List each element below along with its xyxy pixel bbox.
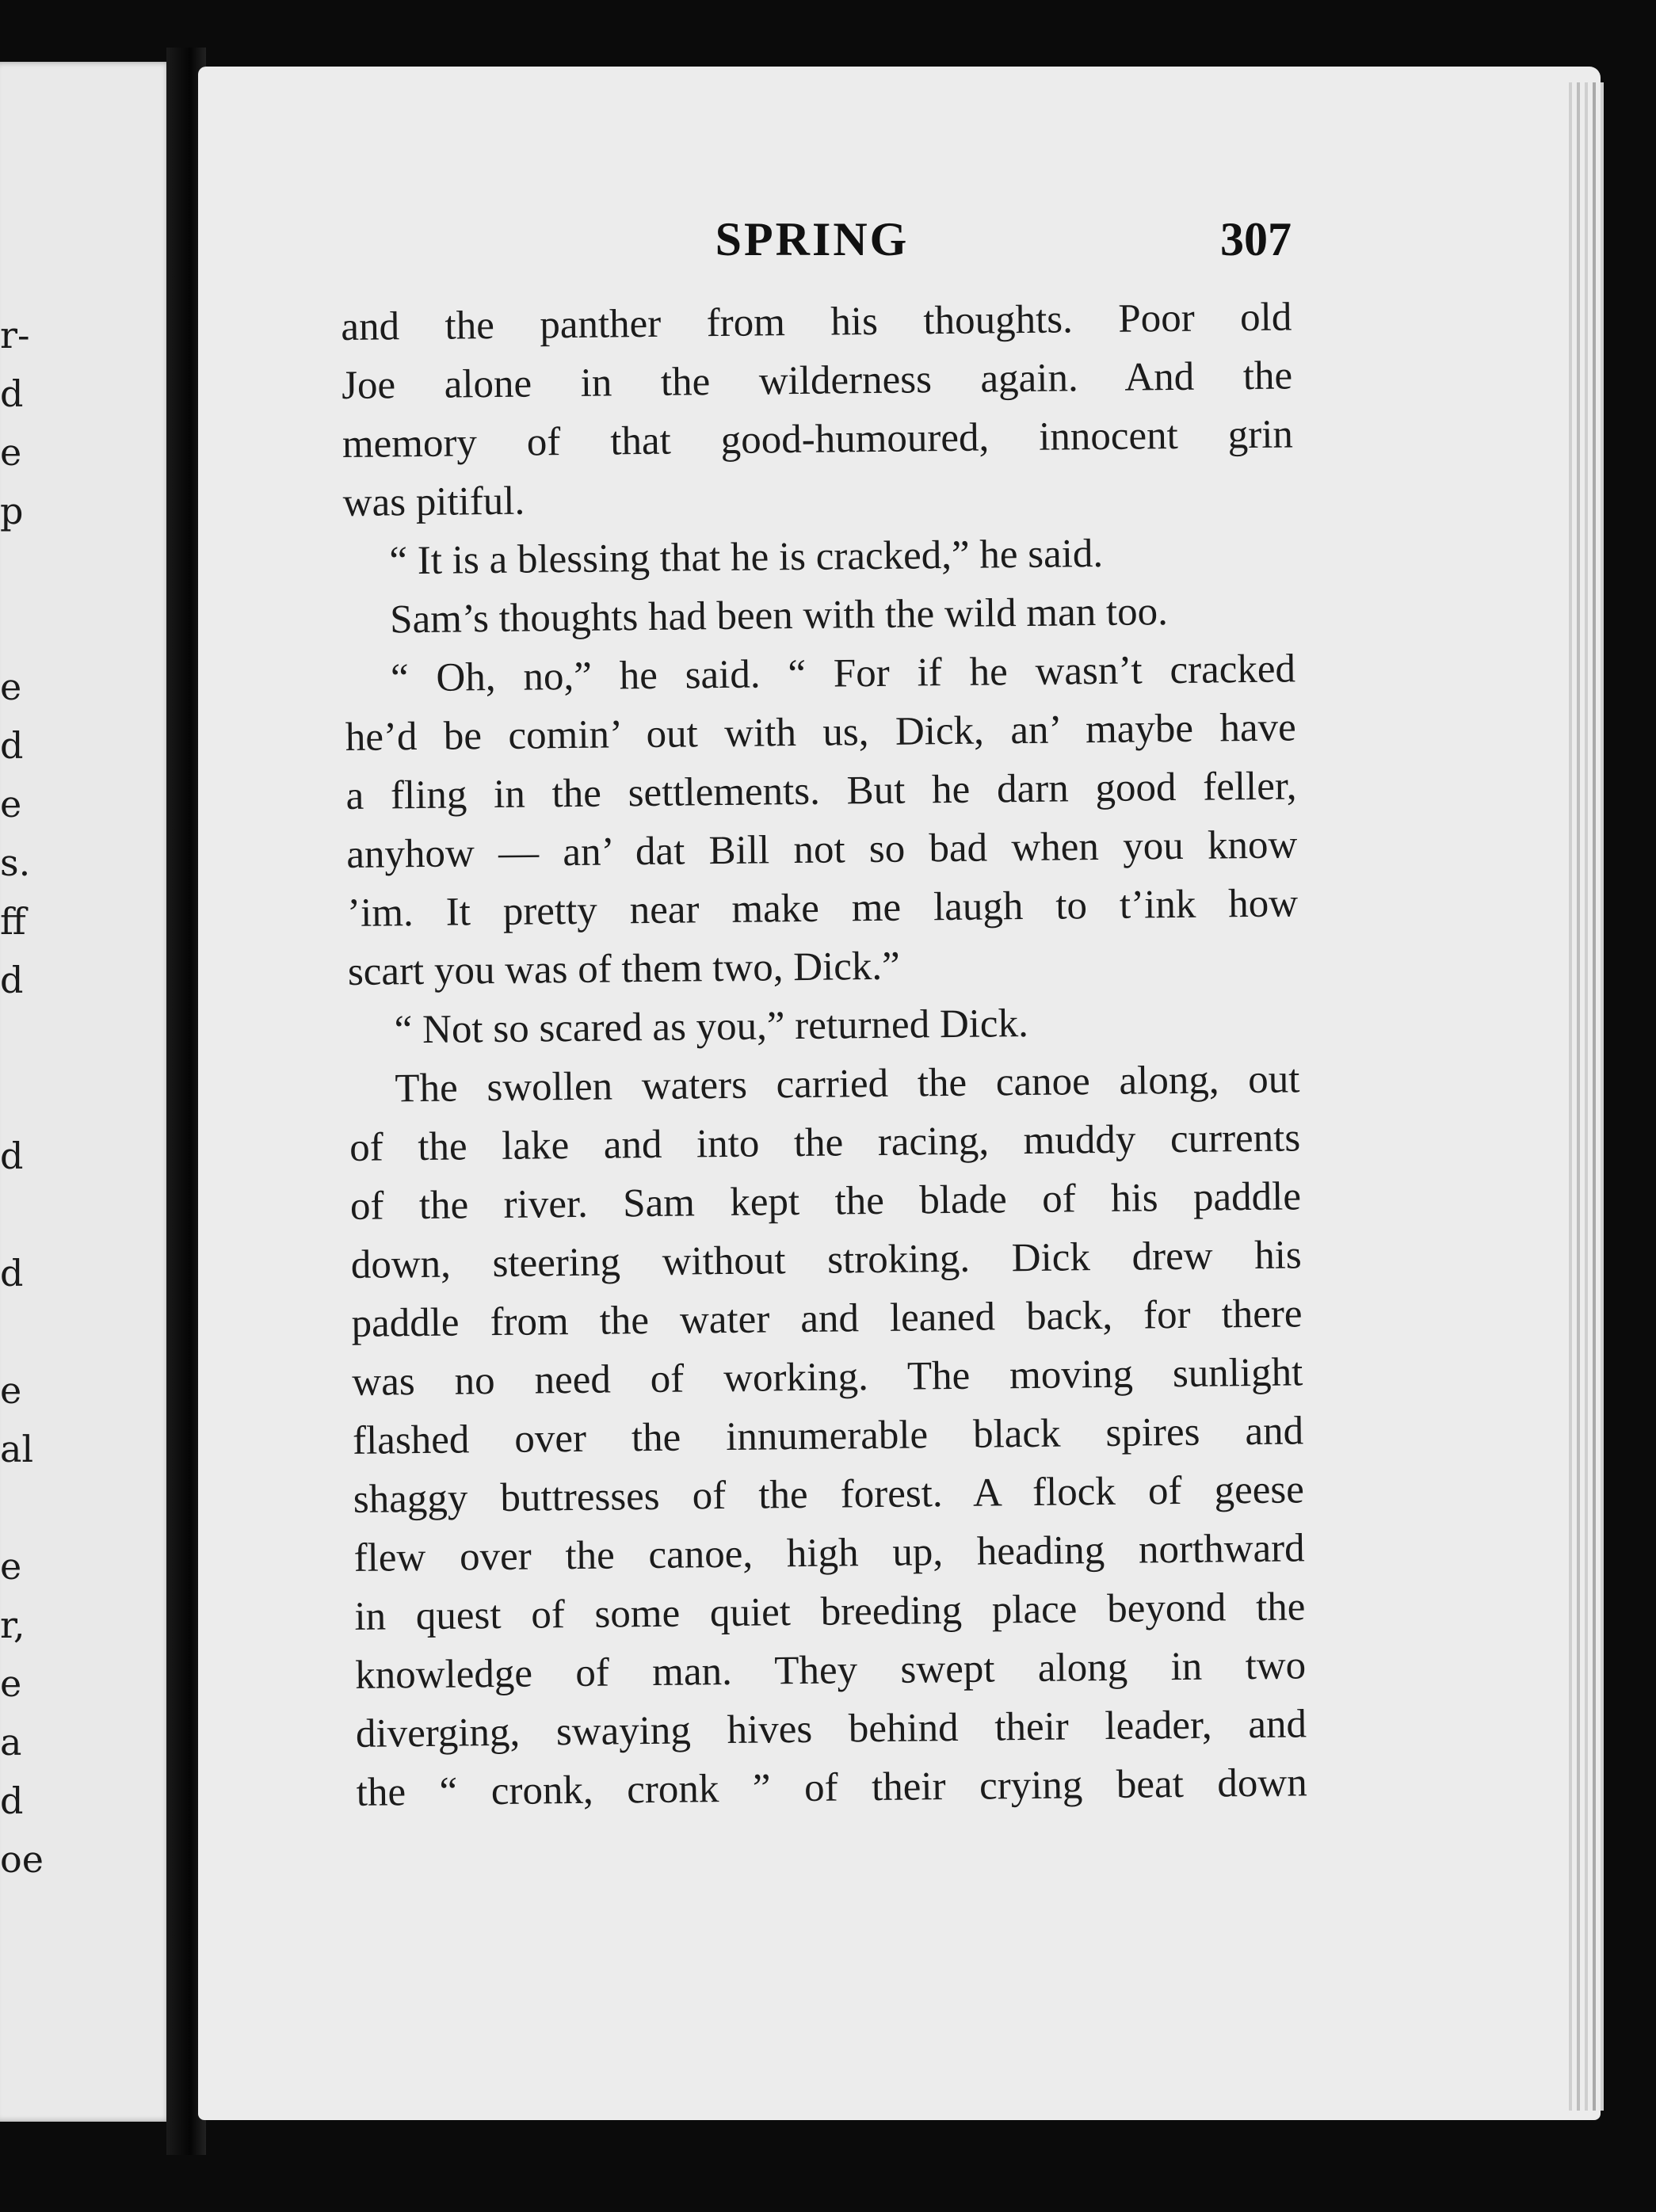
text-line: and the panther from his thoughts. Poor old xyxy=(341,295,1292,349)
text-line: flew over the canoe, high up, heading northward xyxy=(353,1526,1305,1581)
page-header xyxy=(333,212,1292,276)
left-fragment: d xyxy=(0,372,24,415)
left-fragment: d xyxy=(0,1135,24,1177)
left-fragment: e xyxy=(0,1545,22,1588)
left-fragment: d xyxy=(0,1252,24,1295)
left-fragment: s. xyxy=(0,841,31,884)
left-fragment: ff xyxy=(0,900,26,943)
left-fragment: al xyxy=(0,1428,34,1470)
text-line: paddle from the water and leaned back, for there xyxy=(351,1291,1303,1346)
text-line: the “ cronk, cronk ” of their crying beat down xyxy=(356,1760,1307,1815)
text-line: Sam’s thoughts had been with the wild man too. xyxy=(389,589,1169,643)
text-line: was pitiful. xyxy=(342,479,525,525)
text-line: memory of that good-humoured, innocent grin xyxy=(342,412,1294,467)
text-line: “ Oh, no,” he said. “ For if he wasn’t cracked xyxy=(390,646,1296,701)
text-line: anyhow — an’ dat Bill not so bad when you know xyxy=(346,822,1298,877)
left-fragment: e xyxy=(0,1369,22,1412)
text-line: Joe alone in the wilderness again. And the xyxy=(341,353,1293,408)
text-line: of the river. Sam kept the blade of his paddle xyxy=(349,1174,1302,1229)
text-line: in quest of some quiet breeding place beyond the xyxy=(354,1585,1306,1639)
left-fragment: r, xyxy=(0,1604,25,1646)
page-number: 307 xyxy=(1220,213,1292,265)
text-line: “ It is a blessing that he is cracked,” he said. xyxy=(389,531,1104,584)
left-fragment: d xyxy=(0,1779,24,1822)
text-line: scart you was of them two, Dick.” xyxy=(347,944,900,994)
text-line: “ Not so scared as you,” returned Dick. xyxy=(394,1001,1029,1053)
text-line: a fling in the settlements. But he darn good feller, xyxy=(345,764,1297,818)
left-facing-page xyxy=(0,62,173,2122)
left-fragment: d xyxy=(0,724,24,767)
text-line: The swollen waters carried the canoe along, out xyxy=(395,1057,1300,1112)
left-fragment: e xyxy=(0,666,22,708)
left-fragment: e xyxy=(0,1662,22,1705)
text-line: was no need of working. The moving sunlight xyxy=(352,1350,1303,1405)
left-fragment: r- xyxy=(0,314,30,357)
text-line: diverging, swaying hives behind their leader, and xyxy=(355,1702,1307,1756)
left-fragment: a xyxy=(0,1721,22,1764)
running-head: SPRING xyxy=(715,213,910,265)
left-fragment: p xyxy=(0,490,24,532)
page-edges xyxy=(1569,82,1616,2111)
text-line: knowledge of man. They swept along in two xyxy=(354,1643,1307,1698)
left-fragment: e xyxy=(0,431,22,474)
text-line: shaggy buttresses of the forest. A flock of geese xyxy=(353,1467,1305,1522)
left-fragment: oe xyxy=(0,1838,44,1881)
text-line: ’im. It pretty near make me laugh to t’ink how xyxy=(346,881,1299,936)
body-text xyxy=(341,288,1307,1821)
text-line: of the lake and into the racing, muddy currents xyxy=(349,1116,1301,1170)
text-line: down, steering without stroking. Dick drew his xyxy=(350,1233,1303,1287)
text-line: flashed over the innumerable black spires and xyxy=(352,1409,1304,1463)
left-fragment: d xyxy=(0,959,24,1001)
text-line: he’d be comin’ out with us, Dick, an’ maybe have xyxy=(345,705,1297,760)
left-fragment: e xyxy=(0,783,22,826)
